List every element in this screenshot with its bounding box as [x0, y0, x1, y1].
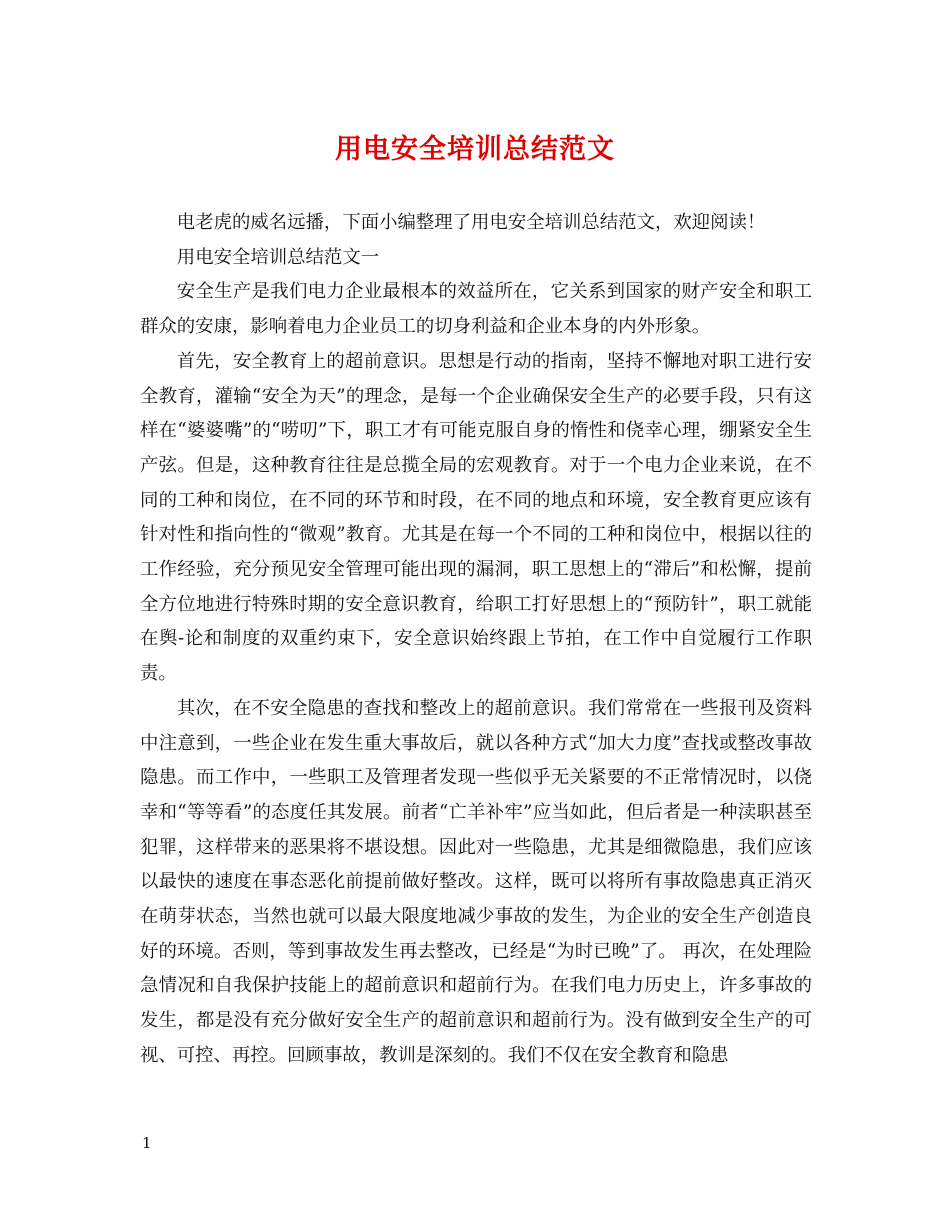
body-paragraph: 其次，在不安全隐患的查找和整改上的超前意识。我们常常在一些报刊及资料中注意到，一些企业在发生重大事故后，就以各种方式“加大力度”查找或整改事故隐患。而工作中，一些职工及管理者发现一些似乎无关紧要的不正常情况时，以侥幸和“等等看”的态度任其发展。前者“亡羊补牢”应当如此，但后者是一种渎职甚至犯罪，这样带来的恶果将不堪设想。因此对一些隐患，尤其是细微隐患，我们应该以最快的速度在事态恶化前提前做好整改。这样，既可以将所有事故隐患真正消灭在萌芽状态，当然也就可以最大限度地减少事故的发生，为企业的安全生产创造良好的环境。否则，等到事故发生再去整改，已经是“为时已晚”了。 再次，在处理险急情况和自我保护技能上的超前意识和超前行为。在我们电力历史上，许多事故的发生，都是没有充分做好安全生产的超前意识和超前行为。没有做到安全生产的可视、可控、再控。回顾事故，教训是深刻的。我们不仅在安全教育和隐患 [140, 697, 812, 1066]
document-title: 用电安全培训总结范文 [335, 134, 615, 165]
document-body [140, 206, 812, 1074]
section-heading: 用电安全培训总结范文一 [176, 246, 380, 268]
intro-paragraph: 电老虎的威名远播，下面小编整理了用电安全培训总结范文，欢迎阅读！ [176, 212, 766, 233]
body-paragraph: 首先，安全教育上的超前意识。思想是行动的指南，坚持不懈地对职工进行安全教育，灌输“安全为天”的理念，是每一个企业确保安全生产的必要手段，只有这样在“婆婆嘴”的“唠叨”下，职工才有可能克服自身的惰性和侥幸心理，绷紧安全生产弦。但是，这种教育往往是总揽全局的宏观教育。对于一个电力企业来说，在不同的工种和岗位，在不同的环节和时段，在不同的地点和环境，安全教育更应该有针对性和指向性的“微观”教育。尤其是在每一个不同的工种和岗位中，根据以往的工作经验，充分预见安全管理可能出现的漏洞，职工思想上的“滞后”和松懈，提前全方位地进行特殊时期的安全意识教育，给职工打好思想上的“预防针”，职工就能在舆-论和制度的双重约束下，安全意识始终跟上节拍，在工作中自觉履行工作职责。 [140, 350, 812, 685]
body-paragraph: 安全生产是我们电力企业最根本的效益所在，它关系到国家的财产安全和职工群众的安康，影响着电力企业员工的切身利益和企业本身的内外形象。 [140, 281, 812, 338]
page-number: 1 [142, 1134, 152, 1152]
